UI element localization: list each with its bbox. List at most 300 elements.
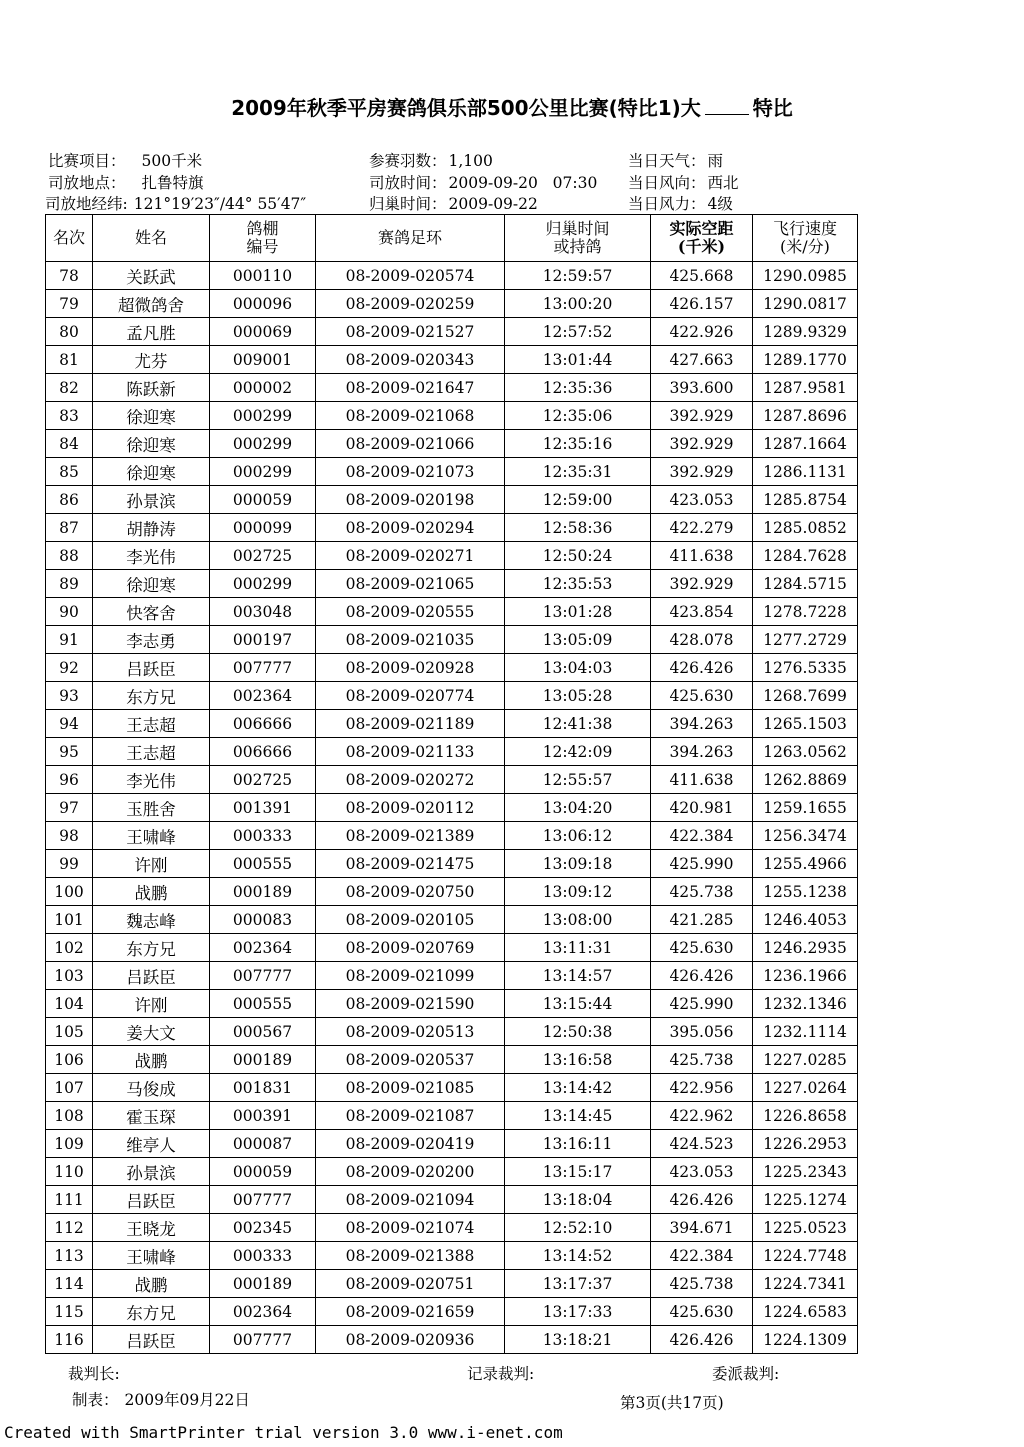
loft-id-cell: 000087 (210, 1130, 316, 1158)
rank-cell: 96 (46, 766, 93, 794)
rank-cell: 93 (46, 682, 93, 710)
loft-id-cell: 002364 (210, 682, 316, 710)
speed-cell: 1287.8696 (753, 402, 858, 430)
distance-cell: 422.962 (651, 1102, 753, 1130)
distance-cell: 420.981 (651, 794, 753, 822)
ring-cell: 08-2009-020343 (316, 346, 505, 374)
name-cell: 吕跃臣 (93, 654, 210, 682)
name-cell: 姜大文 (93, 1018, 210, 1046)
speed-cell: 1227.0264 (753, 1074, 858, 1102)
table-row (46, 346, 858, 374)
table-row (46, 1270, 858, 1298)
entry-count-row (369, 149, 493, 171)
return-time-cell: 12:50:24 (505, 542, 651, 570)
record-judge-label: 记录裁判: (467, 1365, 535, 1383)
header-loft-id: 鸽棚 编号 (210, 215, 316, 262)
distance-cell: 422.926 (651, 318, 753, 346)
table-row (46, 766, 858, 794)
return-time-cell: 13:08:00 (505, 906, 651, 934)
name-cell: 吕跃臣 (93, 1326, 210, 1354)
release-place-label: 司放地点： (48, 174, 126, 192)
release-coords-value: 121°19′23″/44° 55′47″ (133, 195, 307, 213)
loft-id-cell: 000189 (210, 1270, 316, 1298)
rank-cell: 110 (46, 1158, 93, 1186)
loft-id-cell: 007777 (210, 1326, 316, 1354)
return-time-cell: 13:11:31 (505, 934, 651, 962)
ring-cell: 08-2009-020272 (316, 766, 505, 794)
distance-cell: 426.426 (651, 962, 753, 990)
table-row (46, 318, 858, 346)
table-row (46, 962, 858, 990)
name-cell: 徐迎寒 (93, 402, 210, 430)
title-suffix: 特比 (752, 96, 793, 120)
speed-cell: 1287.1664 (753, 430, 858, 458)
name-cell: 徐迎寒 (93, 570, 210, 598)
name-cell: 东方兄 (93, 1298, 210, 1326)
return-time-cell: 13:16:11 (505, 1130, 651, 1158)
name-cell: 魏志峰 (93, 906, 210, 934)
loft-id-cell: 003048 (210, 598, 316, 626)
speed-cell: 1263.0562 (753, 738, 858, 766)
distance-cell: 426.426 (651, 1186, 753, 1214)
race-item-label: 比赛项目： (48, 152, 126, 170)
name-cell: 霍玉琛 (93, 1102, 210, 1130)
header-rank: 名次 (46, 215, 93, 262)
return-time-cell: 12:35:53 (505, 570, 651, 598)
loft-id-cell: 000555 (210, 850, 316, 878)
name-cell: 战鹏 (93, 1270, 210, 1298)
distance-cell: 392.929 (651, 430, 753, 458)
return-time-cell: 12:50:38 (505, 1018, 651, 1046)
release-time-row (369, 171, 597, 193)
table-row (46, 598, 858, 626)
loft-id-cell: 000059 (210, 486, 316, 514)
distance-cell: 392.929 (651, 570, 753, 598)
name-cell: 徐迎寒 (93, 430, 210, 458)
distance-cell: 423.053 (651, 486, 753, 514)
speed-cell: 1265.1503 (753, 710, 858, 738)
table-row (46, 710, 858, 738)
name-cell: 关跃武 (93, 262, 210, 290)
ring-cell: 08-2009-021094 (316, 1186, 505, 1214)
ring-cell: 08-2009-021068 (316, 402, 505, 430)
name-cell: 胡静涛 (93, 514, 210, 542)
return-time-cell: 12:35:16 (505, 430, 651, 458)
distance-cell: 425.630 (651, 1298, 753, 1326)
ring-cell: 08-2009-020574 (316, 262, 505, 290)
rank-cell: 83 (46, 402, 93, 430)
table-row (46, 878, 858, 906)
speed-cell: 1246.2935 (753, 934, 858, 962)
table-row (46, 794, 858, 822)
header-ring: 赛鸽足环 (316, 215, 505, 262)
ring-cell: 08-2009-021475 (316, 850, 505, 878)
ring-cell: 08-2009-020513 (316, 1018, 505, 1046)
distance-cell: 425.990 (651, 990, 753, 1018)
return-time-cell: 12:59:57 (505, 262, 651, 290)
distance-cell: 422.956 (651, 1074, 753, 1102)
table-row (46, 1326, 858, 1354)
rank-cell: 104 (46, 990, 93, 1018)
name-cell: 许刚 (93, 850, 210, 878)
rank-cell: 86 (46, 486, 93, 514)
ring-cell: 08-2009-021659 (316, 1298, 505, 1326)
rank-cell: 105 (46, 1018, 93, 1046)
speed-cell: 1224.7341 (753, 1270, 858, 1298)
loft-id-cell: 007777 (210, 654, 316, 682)
name-cell: 孙景滨 (93, 486, 210, 514)
header-return-time: 归巢时间 或持鸽 (505, 215, 651, 262)
return-time-cell: 13:17:33 (505, 1298, 651, 1326)
loft-id-cell: 007777 (210, 1186, 316, 1214)
return-time-row (369, 192, 538, 214)
entry-count-label: 参赛羽数： (369, 152, 447, 170)
speed-cell: 1225.1274 (753, 1186, 858, 1214)
rank-cell: 111 (46, 1186, 93, 1214)
ring-cell: 08-2009-020750 (316, 878, 505, 906)
return-time-cell: 12:57:52 (505, 318, 651, 346)
speed-cell: 1224.6583 (753, 1298, 858, 1326)
ring-cell: 08-2009-020537 (316, 1046, 505, 1074)
speed-cell: 1277.2729 (753, 626, 858, 654)
title-main: 2009年秋季平房赛鸽俱乐部500公里比赛(特比1)大 (231, 96, 701, 120)
table-row (46, 1186, 858, 1214)
loft-id-cell: 001391 (210, 794, 316, 822)
distance-cell: 428.078 (651, 626, 753, 654)
table-row (46, 626, 858, 654)
ring-cell: 08-2009-021066 (316, 430, 505, 458)
rank-cell: 109 (46, 1130, 93, 1158)
name-cell: 许刚 (93, 990, 210, 1018)
ring-cell: 08-2009-020200 (316, 1158, 505, 1186)
return-time-cell: 13:05:09 (505, 626, 651, 654)
name-cell: 东方兄 (93, 682, 210, 710)
distance-cell: 411.638 (651, 542, 753, 570)
loft-id-cell: 002345 (210, 1214, 316, 1242)
speed-cell: 1224.7748 (753, 1242, 858, 1270)
name-cell: 吕跃臣 (93, 1186, 210, 1214)
rank-cell: 79 (46, 290, 93, 318)
rank-cell: 82 (46, 374, 93, 402)
return-time-cell: 12:35:36 (505, 374, 651, 402)
table-row (46, 458, 858, 486)
rank-cell: 101 (46, 906, 93, 934)
name-cell: 王志超 (93, 738, 210, 766)
return-time-cell: 12:52:10 (505, 1214, 651, 1242)
return-time-cell: 12:59:00 (505, 486, 651, 514)
loft-id-cell: 006666 (210, 738, 316, 766)
distance-cell: 394.263 (651, 738, 753, 766)
header-distance: 实际空距 (千米) (651, 215, 753, 262)
distance-cell: 426.157 (651, 290, 753, 318)
loft-id-cell: 000555 (210, 990, 316, 1018)
loft-id-cell: 002725 (210, 542, 316, 570)
rank-cell: 88 (46, 542, 93, 570)
trial-watermark-text: Created with SmartPrinter trial version 3.0 www.i-enet.com (4, 1423, 563, 1442)
ring-cell: 08-2009-020294 (316, 514, 505, 542)
speed-cell: 1259.1655 (753, 794, 858, 822)
speed-cell: 1255.4966 (753, 850, 858, 878)
speed-cell: 1227.0285 (753, 1046, 858, 1074)
ring-cell: 08-2009-021035 (316, 626, 505, 654)
speed-cell: 1256.3474 (753, 822, 858, 850)
rank-cell: 80 (46, 318, 93, 346)
name-cell: 维亭人 (93, 1130, 210, 1158)
speed-cell: 1246.4053 (753, 906, 858, 934)
return-time-cell: 13:01:28 (505, 598, 651, 626)
ring-cell: 08-2009-020769 (316, 934, 505, 962)
ring-cell: 08-2009-021647 (316, 374, 505, 402)
loft-id-cell: 002725 (210, 766, 316, 794)
ring-cell: 08-2009-020271 (316, 542, 505, 570)
speed-cell: 1284.5715 (753, 570, 858, 598)
rank-cell: 114 (46, 1270, 93, 1298)
ring-cell: 08-2009-021099 (316, 962, 505, 990)
rank-cell: 108 (46, 1102, 93, 1130)
name-cell: 李光伟 (93, 766, 210, 794)
rank-cell: 102 (46, 934, 93, 962)
loft-id-cell: 000189 (210, 1046, 316, 1074)
appointed-judge-label: 委派裁判: (712, 1365, 780, 1383)
table-row (46, 1298, 858, 1326)
speed-cell: 1284.7628 (753, 542, 858, 570)
table-row (46, 486, 858, 514)
ring-cell: 08-2009-021389 (316, 822, 505, 850)
distance-cell: 424.523 (651, 1130, 753, 1158)
table-row (46, 542, 858, 570)
distance-cell: 395.056 (651, 1018, 753, 1046)
speed-cell: 1285.0852 (753, 514, 858, 542)
table-row (46, 654, 858, 682)
loft-id-cell: 000567 (210, 1018, 316, 1046)
loft-id-cell: 000299 (210, 570, 316, 598)
distance-cell: 425.990 (651, 850, 753, 878)
ring-cell: 08-2009-020259 (316, 290, 505, 318)
rank-cell: 78 (46, 262, 93, 290)
return-time-cell: 13:04:20 (505, 794, 651, 822)
table-row (46, 906, 858, 934)
speed-cell: 1232.1346 (753, 990, 858, 1018)
name-cell: 李志勇 (93, 626, 210, 654)
return-time-cell: 13:14:45 (505, 1102, 651, 1130)
speed-cell: 1289.9329 (753, 318, 858, 346)
table-row (46, 990, 858, 1018)
release-coords-row (45, 192, 306, 214)
table-row (46, 850, 858, 878)
header-speed: 飞行速度 (米/分) (753, 215, 858, 262)
ring-cell: 08-2009-020112 (316, 794, 505, 822)
return-time-cell: 13:04:03 (505, 654, 651, 682)
loft-id-cell: 002364 (210, 934, 316, 962)
speed-cell: 1226.2953 (753, 1130, 858, 1158)
return-time-cell: 13:15:17 (505, 1158, 651, 1186)
rank-cell: 84 (46, 430, 93, 458)
table-header-row (46, 215, 858, 262)
results-table (45, 214, 858, 1354)
name-cell: 孟凡胜 (93, 318, 210, 346)
wind-force-row (628, 192, 733, 214)
table-row (46, 1074, 858, 1102)
speed-cell: 1286.1131 (753, 458, 858, 486)
wind-direction-value: 西北 (707, 174, 739, 192)
speed-cell: 1255.1238 (753, 878, 858, 906)
return-time-cell: 13:00:20 (505, 290, 651, 318)
race-item-row (48, 149, 202, 171)
ring-cell: 08-2009-020774 (316, 682, 505, 710)
name-cell: 马俊成 (93, 1074, 210, 1102)
distance-cell: 422.384 (651, 822, 753, 850)
race-item-value: 500千米 (141, 152, 203, 170)
table-row (46, 514, 858, 542)
distance-cell: 426.426 (651, 654, 753, 682)
rank-cell: 95 (46, 738, 93, 766)
loft-id-cell: 007777 (210, 962, 316, 990)
distance-cell: 423.854 (651, 598, 753, 626)
table-row (46, 1158, 858, 1186)
release-time-label: 司放时间： (369, 174, 447, 192)
table-row (46, 374, 858, 402)
loft-id-cell: 000059 (210, 1158, 316, 1186)
rank-cell: 115 (46, 1298, 93, 1326)
wind-force-label: 当日风力： (628, 195, 706, 213)
table-row (46, 822, 858, 850)
loft-id-cell: 002364 (210, 1298, 316, 1326)
speed-cell: 1262.8869 (753, 766, 858, 794)
wind-direction-label: 当日风向： (628, 174, 706, 192)
return-time-cell: 13:05:28 (505, 682, 651, 710)
rank-cell: 91 (46, 626, 93, 654)
return-time-cell: 13:06:12 (505, 822, 651, 850)
loft-id-cell: 006666 (210, 710, 316, 738)
return-time-cell: 13:18:04 (505, 1186, 651, 1214)
name-cell: 孙景滨 (93, 1158, 210, 1186)
title-blank-line (705, 98, 749, 115)
entry-count-value: 1,100 (448, 152, 493, 170)
speed-cell: 1276.5335 (753, 654, 858, 682)
name-cell: 徐迎寒 (93, 458, 210, 486)
rank-cell: 90 (46, 598, 93, 626)
ring-cell: 08-2009-020419 (316, 1130, 505, 1158)
page-title (0, 92, 1024, 121)
speed-cell: 1278.7228 (753, 598, 858, 626)
speed-cell: 1290.0985 (753, 262, 858, 290)
chief-judge-label: 裁判长: (68, 1365, 120, 1383)
return-time-cell: 13:15:44 (505, 990, 651, 1018)
return-time-cell: 13:17:37 (505, 1270, 651, 1298)
table-row (46, 1102, 858, 1130)
return-time-cell: 13:09:18 (505, 850, 651, 878)
table-row (46, 1130, 858, 1158)
name-cell: 李光伟 (93, 542, 210, 570)
return-time-cell: 13:18:21 (505, 1326, 651, 1354)
return-time-cell: 12:35:31 (505, 458, 651, 486)
table-row (46, 430, 858, 458)
ring-cell: 08-2009-020105 (316, 906, 505, 934)
table-row (46, 682, 858, 710)
ring-cell: 08-2009-020936 (316, 1326, 505, 1354)
return-time-cell: 12:35:06 (505, 402, 651, 430)
return-time-cell: 13:01:44 (505, 346, 651, 374)
rank-cell: 81 (46, 346, 93, 374)
loft-id-cell: 000333 (210, 822, 316, 850)
distance-cell: 425.668 (651, 262, 753, 290)
rank-cell: 97 (46, 794, 93, 822)
rank-cell: 116 (46, 1326, 93, 1354)
speed-cell: 1225.0523 (753, 1214, 858, 1242)
distance-cell: 425.738 (651, 878, 753, 906)
ring-cell: 08-2009-020928 (316, 654, 505, 682)
loft-id-cell: 000110 (210, 262, 316, 290)
return-time-cell: 13:14:57 (505, 962, 651, 990)
return-time-cell: 13:09:12 (505, 878, 651, 906)
release-place-row (48, 171, 204, 193)
distance-cell: 426.426 (651, 1326, 753, 1354)
ring-cell: 08-2009-021590 (316, 990, 505, 1018)
distance-cell: 411.638 (651, 766, 753, 794)
ring-cell: 08-2009-021087 (316, 1102, 505, 1130)
distance-cell: 425.630 (651, 682, 753, 710)
loft-id-cell: 000333 (210, 1242, 316, 1270)
speed-cell: 1287.9581 (753, 374, 858, 402)
made-label: 制表： (72, 1391, 119, 1409)
speed-cell: 1289.1770 (753, 346, 858, 374)
loft-id-cell: 000197 (210, 626, 316, 654)
ring-cell: 08-2009-021189 (316, 710, 505, 738)
ring-cell: 08-2009-020555 (316, 598, 505, 626)
table-row (46, 738, 858, 766)
speed-cell: 1290.0817 (753, 290, 858, 318)
loft-id-cell: 000002 (210, 374, 316, 402)
name-cell: 陈跃新 (93, 374, 210, 402)
loft-id-cell: 000299 (210, 430, 316, 458)
distance-cell: 422.384 (651, 1242, 753, 1270)
ring-cell: 08-2009-021133 (316, 738, 505, 766)
name-cell: 吕跃臣 (93, 962, 210, 990)
rank-cell: 113 (46, 1242, 93, 1270)
table-row (46, 934, 858, 962)
header-name: 姓名 (93, 215, 210, 262)
rank-cell: 92 (46, 654, 93, 682)
distance-cell: 425.630 (651, 934, 753, 962)
name-cell: 尤芬 (93, 346, 210, 374)
rank-cell: 98 (46, 822, 93, 850)
rank-cell: 87 (46, 514, 93, 542)
ring-cell: 08-2009-021388 (316, 1242, 505, 1270)
ring-cell: 08-2009-020751 (316, 1270, 505, 1298)
table-row (46, 262, 858, 290)
name-cell: 王啸峰 (93, 822, 210, 850)
release-time-value: 2009-09-20 07:30 (448, 174, 598, 192)
weather-label: 当日天气： (628, 152, 706, 170)
table-row (46, 570, 858, 598)
speed-cell: 1232.1114 (753, 1018, 858, 1046)
speed-cell: 1226.8658 (753, 1102, 858, 1130)
speed-cell: 1268.7699 (753, 682, 858, 710)
rank-cell: 107 (46, 1074, 93, 1102)
wind-force-value: 4级 (707, 195, 733, 213)
name-cell: 快客舍 (93, 598, 210, 626)
name-cell: 超微鸽舍 (93, 290, 210, 318)
name-cell: 战鹏 (93, 1046, 210, 1074)
table-row (46, 1214, 858, 1242)
rank-cell: 100 (46, 878, 93, 906)
return-time-cell: 13:16:58 (505, 1046, 651, 1074)
rank-cell: 99 (46, 850, 93, 878)
distance-cell: 393.600 (651, 374, 753, 402)
table-row (46, 290, 858, 318)
loft-id-cell: 000099 (210, 514, 316, 542)
distance-cell: 392.929 (651, 402, 753, 430)
